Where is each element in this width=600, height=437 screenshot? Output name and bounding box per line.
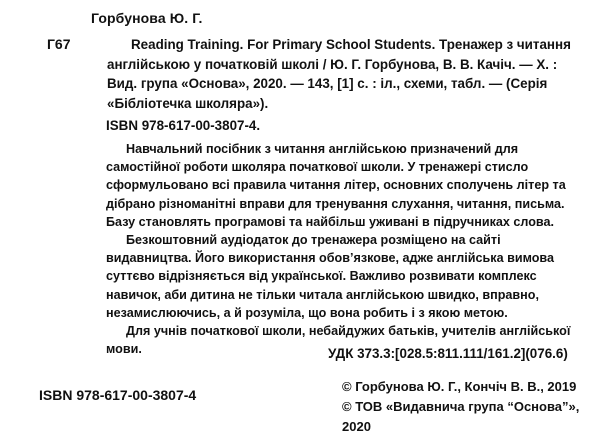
isbn-main: ISBN 978-617-00-3807-4.: [106, 118, 261, 133]
isbn-bottom: ISBN 978-617-00-3807-4: [39, 387, 197, 403]
copyright-block: [342, 377, 600, 437]
bibliographic-description: Reading Training. For Primary School Students. Тренажер з читання англійською у початковій школі / Ю. Г. Горбунова, В. В. Качіч. — Х. : Вид. група «Основа», 2020. — 143, [1] с. : іл., схеми, табл. — (Серія «Бібліотечка школяра»).: [107, 37, 571, 111]
annotation-paragraph: Безкоштовний аудіодаток до тренажера розміщено на сайті видавництва. Його використання обов’язкове, адже англійська вимова суттєво відрізняється від української. Важливо розвивати комплекс навичок, аби дитина не тільки читала англійською швидко, вправно, незамислюючись, а й розуміла, що вона робить і з якою метою.: [106, 233, 554, 320]
copyright-line: © Горбунова Ю. Г., Кончіч В. В., 2019: [342, 379, 577, 394]
annotation: [106, 140, 584, 358]
annotation-paragraph: Для учнів початкової школи, небайдужих батьків, учителів англійської мови.: [106, 324, 571, 357]
author-heading: Горбунова Ю. Г.: [91, 10, 203, 26]
annotation-paragraph: Навчальний посібник з читання англійською призначений для самостійної роботи школяра початкової школи. У тренажері стисло сформульовано всі правила читання літер, основних сполучень літер та дібрано різноманітні вправи для тренування слухання, читання, письма. Базу становлять програмові та найбільш уживані в підручниках слова.: [106, 142, 566, 229]
copyright-line: © ТОВ «Видавнича група “Основа”», 2020: [342, 399, 580, 434]
author-code: Г67: [47, 36, 71, 52]
udk-code: УДК 373.3:[028.5:811.111/161.2](076.6): [328, 346, 568, 361]
